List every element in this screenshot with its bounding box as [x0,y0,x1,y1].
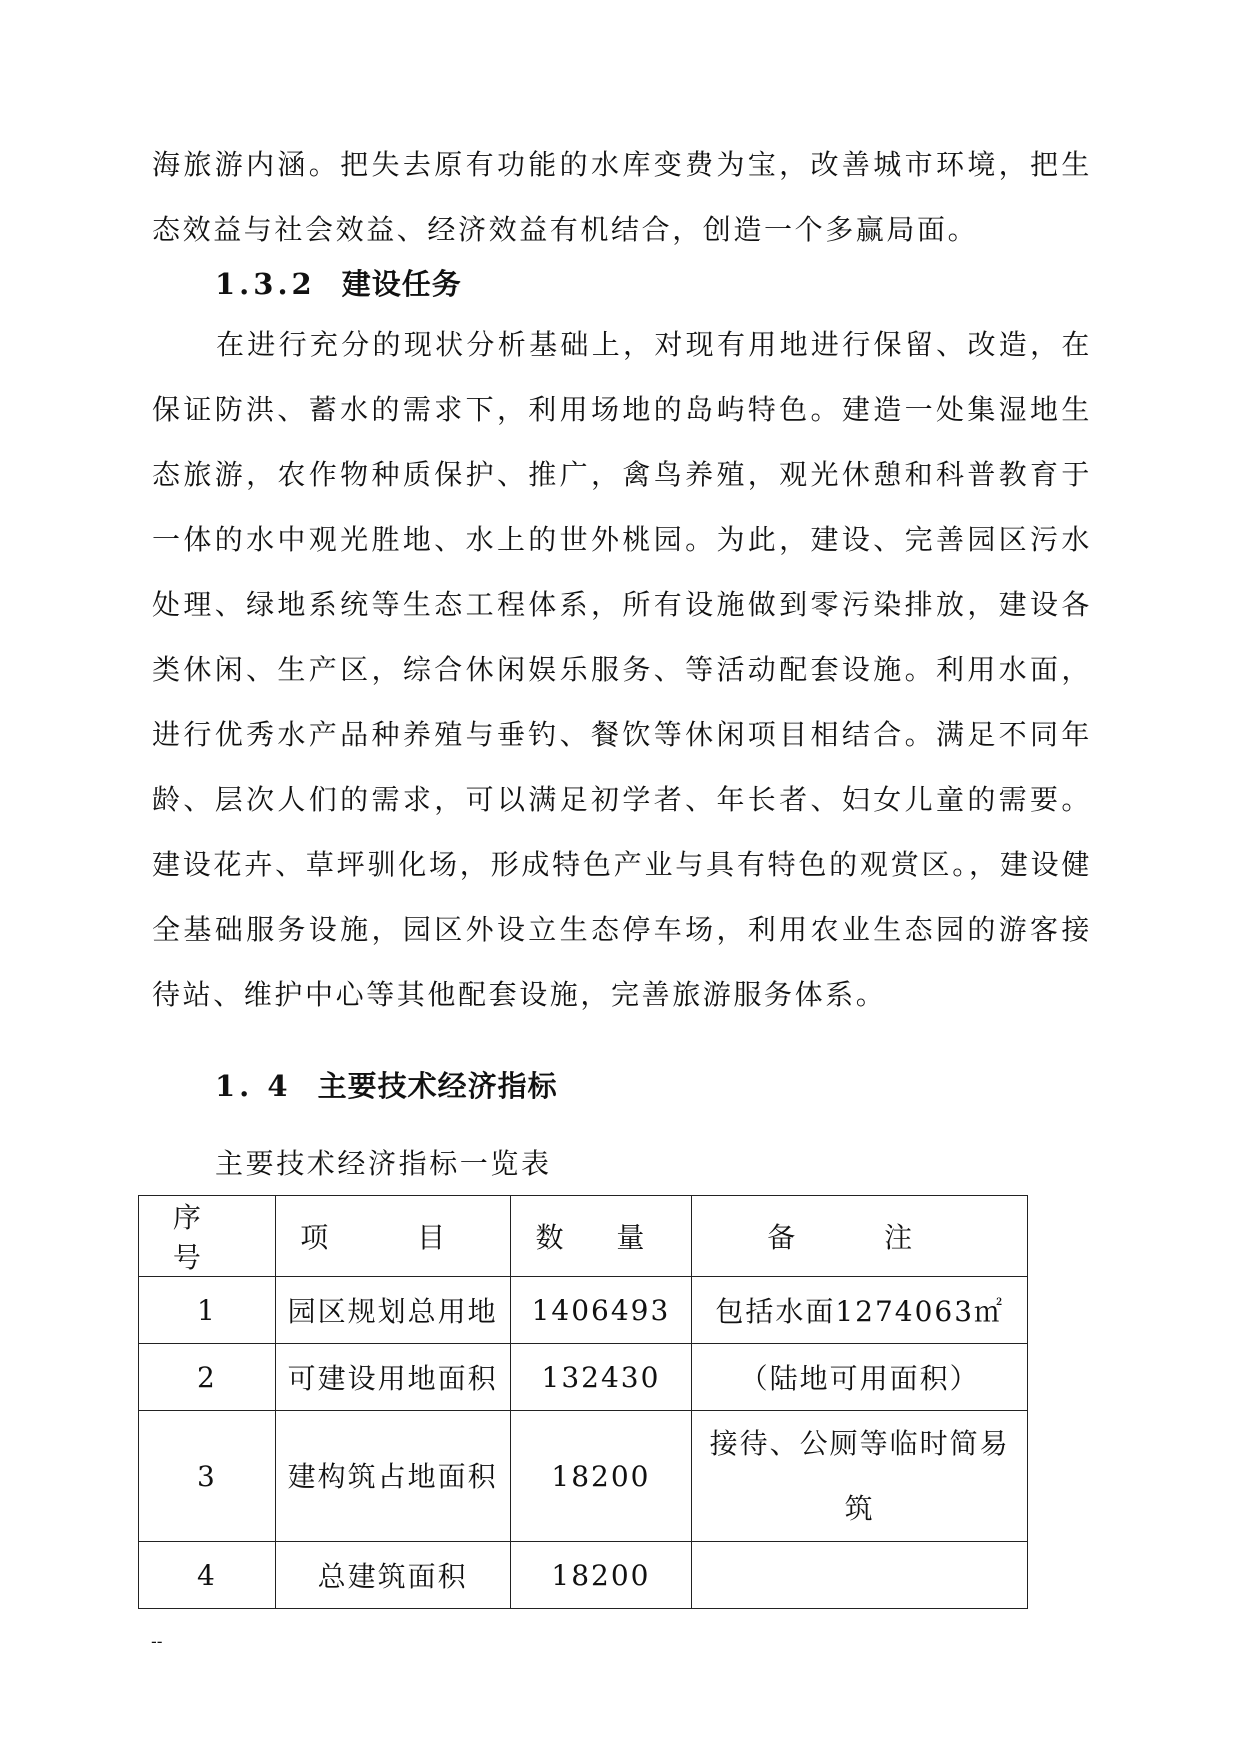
cell-quantity: 18200 [510,1411,692,1542]
cell-note: 包括水面1274063㎡ [692,1277,1028,1344]
section-number: 1.3.2 [215,267,316,301]
cell-no: 1 [139,1277,276,1344]
cell-item: 园区规划总用地 [275,1277,510,1344]
table-header-row [139,1196,1028,1277]
cell-no: 4 [139,1542,276,1609]
cell-note [692,1542,1028,1609]
cell-no: 3 [139,1411,276,1542]
paragraph-construction-tasks: 在进行充分的现状分析基础上，对现有用地进行保留、改造，在保证防洪、蓄水的需求下，利用场地的岛屿特色。建造一处集湿地生态旅游，农作物种质保护、推广，禽鸟养殖，观光休憩和科普教育于一体的水中观光胜地、水上的世外桃园。为此，建设、完善园区污水处理、绿地系统等生态工程体系，所有设施做到零污染排放，建设各类休闲、生产区，综合休闲娱乐服务、等活动配套设施。利用水面，进行优秀水产品种养殖与垂钓、餐饮等休闲项目相结合。满足不同年龄、层次人们的需求，可以满足初学者、年长者、妇女儿童的需要。建设花卉、草坪驯化场，形成特色产业与具有特色的观赏区。，建设健全基础服务设施，园区外设立生态停车场，利用农业生态园的游客接待站、维护中心等其他配套设施，完善旅游服务体系。 [152,328,1092,1011]
section-title: 主要技术经济指标 [317,1069,558,1103]
indicators-table [138,1195,1028,1609]
header-note: 备 注 [692,1196,1028,1277]
cell-no: 2 [139,1344,276,1411]
table-row [139,1542,1028,1609]
cell-quantity: 18200 [510,1542,692,1609]
cell-item: 可建设用地面积 [275,1344,510,1411]
section-title: 建设任务 [341,267,462,301]
header-quantity: 数 量 [510,1196,692,1277]
table-row [139,1277,1028,1344]
cell-quantity: 132430 [510,1344,692,1411]
cell-item: 建构筑占地面积 [275,1411,510,1542]
paragraph-intro-continuation: 海旅游内涵。把失去原有功能的水库变费为宝，改善城市环境，把生态效益与社会效益、经济效益有机结合，创造一个多赢局面。 [152,148,1092,246]
section-heading-construction-tasks [215,264,462,304]
table-row [139,1411,1028,1542]
table-row [139,1344,1028,1411]
page-footer-mark: -- [151,1632,163,1651]
section-number: 1. 4 [215,1069,292,1103]
cell-note: 接待、公厕等临时简易筑 [692,1411,1028,1542]
section-heading-key-indicators [215,1066,558,1106]
cell-item: 总建筑面积 [275,1542,510,1609]
cell-quantity: 1406493 [510,1277,692,1344]
header-no: 序 号 [139,1196,276,1277]
cell-note: （陆地可用面积） [692,1344,1028,1411]
table-caption: 主要技术经济指标一览表 [215,1147,552,1180]
header-item: 项 目 [275,1196,510,1277]
